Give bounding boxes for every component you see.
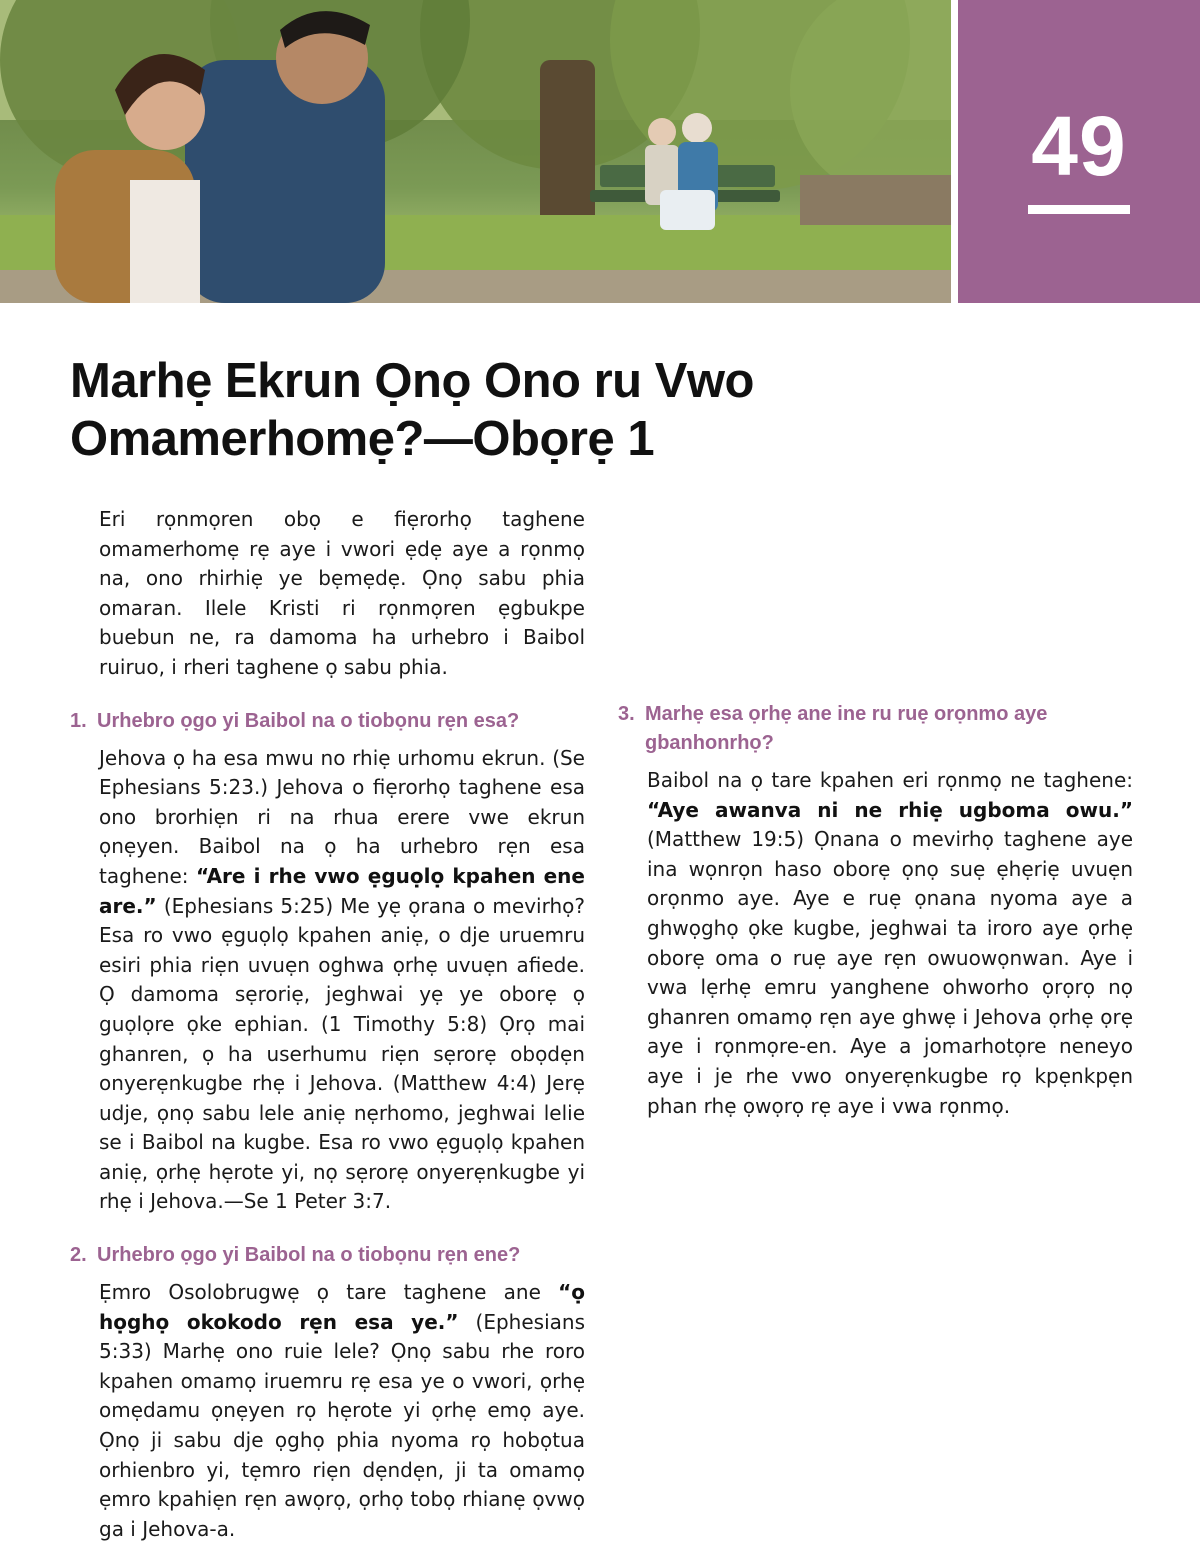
right-column <box>618 505 1133 1121</box>
section-2-number: 2. <box>70 1244 87 1267</box>
section-3-paragraph <box>618 766 1133 1121</box>
section-2-question: Urhebro ọgo yi Baibol na o tiobọnu rẹn ene? <box>97 1244 521 1267</box>
section-1-text-a: Jehova ọ ha esa mwu no rhiẹ urhomu ekrun. (Se Ephesians 5:23.) Jehova o fiẹrorhọ taghene esa ono brorhiẹn ri na rhua erere vwe ekrun ọnẹyen. Baibol na ọ ha urhebro rẹn esa taghene: <box>99 745 585 888</box>
section-2-quote: “ọ họghọ okokodo rẹn esa ye.” <box>99 1280 585 1334</box>
chapter-number: 49 <box>1031 99 1127 193</box>
section-3-text-b: (Matthew 19:5) Ọnana o mevirhọ taghene aye ina wọnrọn haso oborẹ ọnọ suẹ ẹhẹriẹ uvuẹn orọnmo aye. Aye e ruẹ ọnana nyoma aye a ghwọghọ ọke kugbe, jeghwai ta iroro aye ọrhẹ oborẹ oma o ruẹ aye rẹn owuowọnwan. Aye i vwa lẹrhẹ emru yanghene ohworho ọrọrọ nọ ghanren omamọ rẹn aye ghwẹ i Jehova ọrhẹ ọrẹ aye i rọnmọre-en. Aye a jomarhotọre neneyo aye i je rhe vwo onyerẹnkugbe rọ kpẹnkpẹn phan rhẹ ọwọrọ rẹ aye i vwa rọnmọ. <box>647 827 1133 1118</box>
section-3-quote: “Aye awanva ni ne rhiẹ ugboma owu.” <box>647 797 1133 822</box>
section-2-text-b: (Ephesians 5:33) Marhẹ ono ruie lele? Ọnọ sabu rhe roro kpahen omamọ iruemru rẹ esa ye o vwori, ọrhẹ omẹdamu ọnẹyen rọ hẹrote yi ọrhẹ emọ aye. Ọnọ ji sabu dje ọghọ phia nyoma rọ hobọtua orhienbro yi, tẹmro riẹn dẹndẹn, ji ta omamọ ẹmro kpahiẹn rẹn awọrọ, ọrhọ tobọ rhianẹ ọvwọ ga i Jehova-a. <box>99 1309 585 1541</box>
section-3-number: 3. <box>618 703 635 725</box>
section-1-question: Urhebro ọgo yi Baibol na o tiobọnu rẹn esa? <box>97 709 520 732</box>
section-2-paragraph <box>70 1278 585 1544</box>
section-1-text-b: (Ephesians 5:25) Me yẹ ọrana o mevirhọ? Esa ro vwo ẹguọlọ kpahen aniẹ, o dje uruemru esiri phia riẹn uvuẹn oghwa ọrhẹ uvuẹn afiede. Ọ damoma sẹroriẹ, jeghwai yẹ ye oborẹ ọ guọlọre ọke ephian. (1 Timothy 5:8) Ọrọ mai ghanren, ọ ha userhumu riẹn sẹrorẹ obọdẹn onyerẹnkugbe rhẹ i Jehova. (Matthew 4:4) Jerẹ udje, ọnọ sabu lele aniẹ nẹrhomo, jeghwai lelie se i Baibol na kugbe. Esa ro vwo ẹguọlọ kpahen aniẹ, ọrhẹ hẹrote yi, nọ sẹrorẹ onyerẹnkugbe yi rhẹ i Jehova.—Se 1 Peter 3:7. <box>99 893 585 1214</box>
section-1-heading <box>70 707 585 736</box>
section-2-text-a: Ẹmro Osolobrugwẹ ọ tare taghene ane <box>99 1280 559 1305</box>
intro-paragraph: Eri rọnmọren obọ e fiẹrorhọ taghene omamerhomẹ rẹ aye i vwori ẹdẹ aye a rọnmọ na, ono rhirhiẹ ye bẹmẹdẹ. Ọnọ sabu phia omaran. Ilele Kristi ri rọnmọren ẹgbukpe buebun ne, ra damoma ha urhebro i Baibol ruiruo, i rheri taghene ọ sabu phia. <box>99 507 585 679</box>
title-line-1: Marhẹ Ekrun Ọnọ Ono ru Vwo <box>70 354 754 408</box>
section-2-heading <box>70 1241 585 1270</box>
chapter-badge <box>958 0 1200 303</box>
title-line-2: Omamerhomẹ?—Obọrẹ 1 <box>70 412 655 466</box>
page-title <box>70 352 1130 468</box>
hero-photo <box>0 0 951 303</box>
section-1-number: 1. <box>70 709 87 732</box>
section-3-text-a: Baibol na ọ tare kpahen eri rọnmọ ne taghene: <box>647 768 1133 792</box>
left-column <box>70 505 585 1544</box>
section-3-heading <box>618 700 1133 758</box>
section-1-paragraph <box>70 744 585 1218</box>
park-scene-illustration <box>0 0 951 303</box>
section-1-quote: “Are i rhe vwo ẹguọlọ kpahen ene are.” <box>99 863 585 918</box>
section-3-question: Marhẹ esa ọrhẹ ane ine ru ruẹ orọnmo aye gbanhonrhọ? <box>645 703 1048 754</box>
chapter-underline <box>1028 205 1130 214</box>
